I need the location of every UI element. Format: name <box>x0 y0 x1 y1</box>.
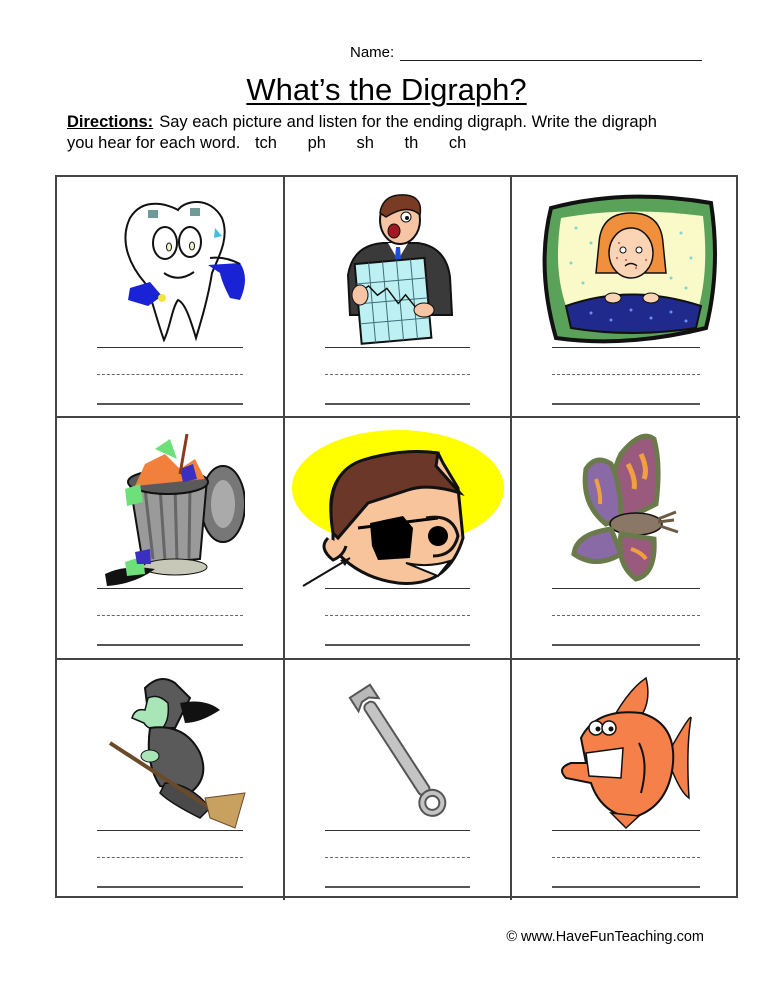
page-title <box>0 72 773 108</box>
answer-baseline <box>552 886 700 887</box>
cell-patch <box>285 418 512 660</box>
cell-trash <box>57 418 285 660</box>
cell-graph <box>285 177 512 418</box>
digraph-option: tch <box>254 134 277 152</box>
cell-moth <box>512 418 740 660</box>
fish-icon <box>512 668 740 833</box>
answer-midline <box>97 374 243 375</box>
answer-midline <box>552 615 700 616</box>
answer-baseline <box>97 644 243 645</box>
digraph-option: ph <box>307 134 326 152</box>
answer-baseline <box>325 644 470 645</box>
answer-lines[interactable] <box>552 588 700 646</box>
digraph-option: sh <box>356 134 374 152</box>
cell-rash <box>512 177 740 418</box>
answer-top-line <box>552 830 700 831</box>
digraph-option: ch <box>448 134 467 152</box>
answer-midline <box>97 857 243 858</box>
answer-baseline <box>552 644 700 645</box>
answer-baseline <box>325 403 470 404</box>
cell-witch <box>57 660 285 900</box>
answer-midline <box>325 374 470 375</box>
eye-patch-boy-icon <box>285 420 510 585</box>
name-label: Name: <box>350 44 395 61</box>
digraph-list <box>245 134 466 152</box>
answer-lines[interactable] <box>325 830 470 888</box>
answer-midline <box>325 857 470 858</box>
digraph-option: th <box>404 134 419 152</box>
name-field[interactable] <box>350 44 702 61</box>
answer-top-line <box>97 588 243 589</box>
answer-lines[interactable] <box>97 830 243 888</box>
directions-text: Say each picture and listen for the ending digraph. Write the digraph you hear for each word. <box>67 113 657 152</box>
answer-midline <box>325 615 470 616</box>
copyright-footer: © www.HaveFunTeaching.com <box>506 929 704 945</box>
picture-grid <box>55 175 738 898</box>
answer-baseline <box>325 886 470 887</box>
wrench-icon <box>285 668 510 833</box>
directions <box>67 112 687 154</box>
answer-top-line <box>552 588 700 589</box>
answer-lines[interactable] <box>552 830 700 888</box>
page-title-text: What’s the Digraph? <box>246 72 527 107</box>
witch-icon <box>57 668 283 833</box>
answer-lines[interactable] <box>325 588 470 646</box>
answer-top-line <box>552 347 700 348</box>
cell-tooth <box>57 177 285 418</box>
cell-wrench <box>285 660 512 900</box>
directions-label: Directions: <box>67 113 154 131</box>
answer-top-line <box>325 830 470 831</box>
answer-top-line <box>325 347 470 348</box>
answer-midline <box>552 857 700 858</box>
answer-lines[interactable] <box>552 347 700 405</box>
answer-baseline <box>97 403 243 404</box>
answer-lines[interactable] <box>97 588 243 646</box>
cell-fish <box>512 660 740 900</box>
answer-top-line <box>325 588 470 589</box>
tooth-icon <box>57 185 283 350</box>
answer-baseline <box>97 886 243 887</box>
moth-icon <box>512 426 740 591</box>
trash-can-icon <box>57 426 283 591</box>
answer-top-line <box>97 830 243 831</box>
answer-midline <box>97 615 243 616</box>
name-input-line[interactable] <box>400 45 702 61</box>
answer-top-line <box>97 347 243 348</box>
answer-midline <box>552 374 700 375</box>
answer-lines[interactable] <box>325 347 470 405</box>
businessman-graph-icon <box>285 185 510 350</box>
sick-girl-rash-icon <box>512 185 740 350</box>
answer-baseline <box>552 403 700 404</box>
answer-lines[interactable] <box>97 347 243 405</box>
